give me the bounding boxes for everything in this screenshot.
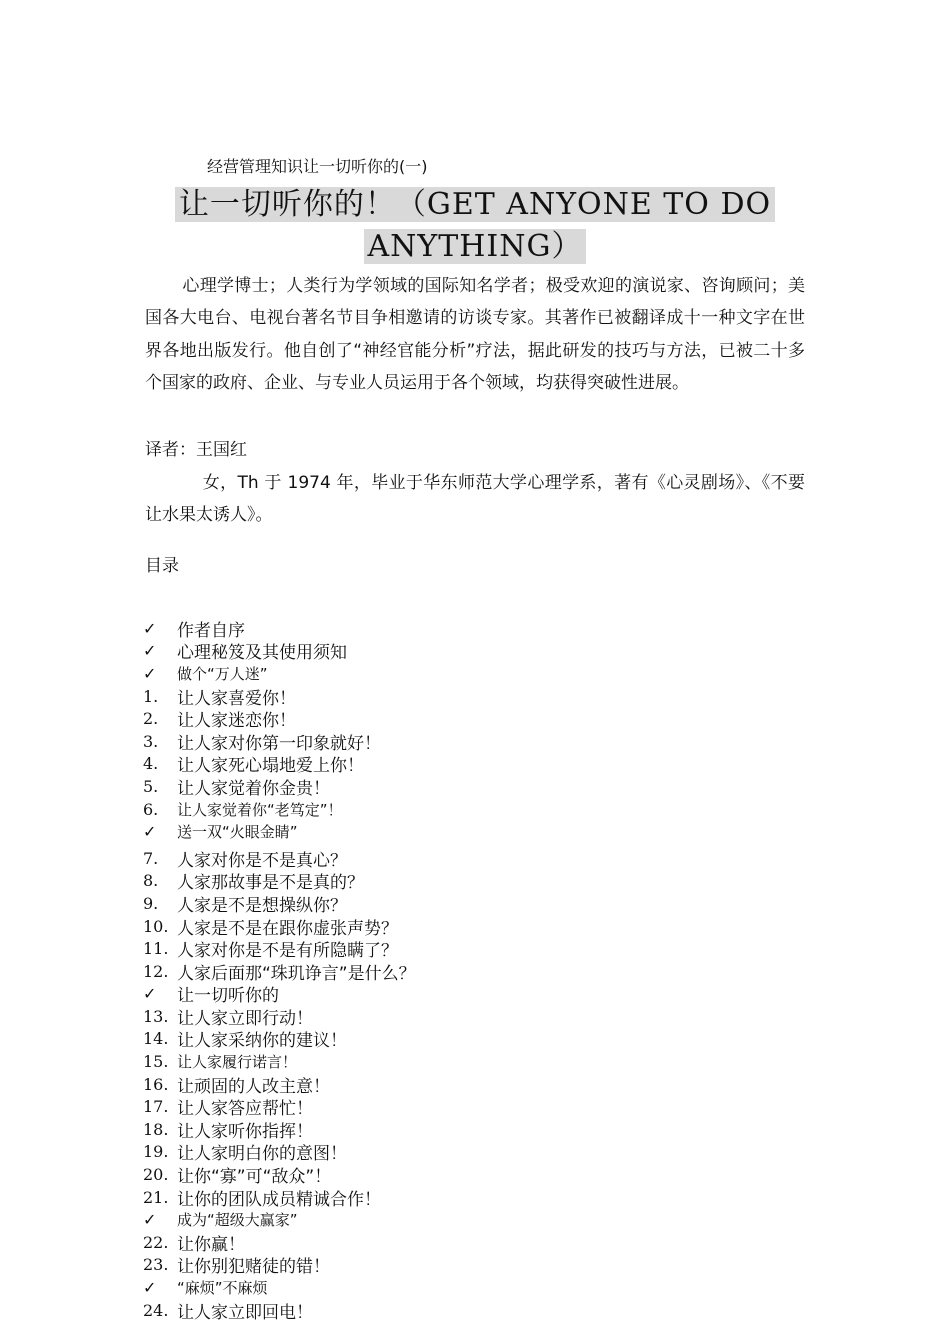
toc-item [143,1141,743,1164]
checkmark-icon: ✓ [143,822,157,842]
toc-item-label: 人家对你是不是有所隐瞒了？ [177,941,398,962]
toc-item [143,1186,743,1209]
toc-item [143,1073,743,1096]
toc-item [143,1118,743,1141]
toc-item-label: 送一双“火眼金睛” [177,823,298,842]
toc-item [143,730,743,753]
toc-item [143,1163,743,1186]
toc-item [143,847,743,870]
toc-item-number: 13. [143,1006,169,1026]
toc-item [143,892,743,915]
toc-item-label: 让人家喜爱你！ [177,688,296,709]
toc-item-number: 24. [143,1300,169,1320]
toc-item [143,870,743,893]
translator-bio: 女，Th 于 1974 年，毕业于华东师范大学心理学系，著有《心灵剧场》、《不要让水果太诱人》。 [145,473,805,526]
toc-item-label: 让人家立即行动！ [177,1008,313,1029]
toc-item-number: 4. [143,754,159,774]
toc-item [143,820,743,843]
toc-item-label: 让人家采纳你的建议！ [177,1031,347,1052]
toc-item [143,960,743,983]
toc-item-label: 作者自序 [177,620,245,641]
toc-item [143,983,743,1006]
toc-item-label: 让人家觉着你“老笃定”！ [177,800,343,819]
toc-item-number: 19. [143,1142,169,1162]
checkmark-icon: ✓ [143,663,157,683]
toc-item-number: 23. [143,1255,169,1275]
toc-item-number: 6. [143,799,159,819]
toc-item-number: 11. [143,939,169,959]
toc-item-number: 3. [143,731,159,751]
toc-item-label: 让人家履行诺言！ [177,1053,298,1072]
toc-title: 目录 [145,556,179,576]
checkmark-icon: ✓ [143,1278,157,1298]
toc-item-number: 9. [143,893,159,913]
author-introduction: 心理学博士；人类行为学领域的国际知名学者；极受欢迎的演说家、咨询顾问；美国各大电台、电视台著名节目争相邀请的访谈专家。其著作已被翻译成十一种文字在世界各地出版发行。他自创了“神经官能分析”疗法，据此研发的技巧与方法，已被二十多个国家的政府、企业、与专业人员运用于各个领域，均获得突破性进展。 [145,276,805,394]
toc-item-label: 人家对你是不是真心？ [177,850,347,871]
toc-item [143,1231,743,1254]
translator-label: 译者：王国红 [145,440,247,460]
toc-item [143,798,743,821]
toc-item-number: 12. [143,961,169,981]
toc-item-number: 22. [143,1232,169,1252]
toc-item-label: 让人家对你第一印象就好！ [177,733,381,754]
toc-item-number: 2. [143,709,159,729]
table-of-contents [143,617,743,1321]
toc-item [143,753,743,776]
toc-item [143,685,743,708]
toc-item-label: 人家后面那“珠玑诤言”是什么？ [177,963,416,984]
toc-item-number: 17. [143,1097,169,1117]
toc-item [143,1299,743,1322]
toc-item-number: 15. [143,1052,169,1072]
toc-item-label: 人家是不是想操纵你？ [177,895,347,916]
toc-item-label: 让顽固的人改主意！ [177,1076,330,1097]
toc-item [143,775,743,798]
toc-item-number: 5. [143,776,159,796]
toc-item [143,662,743,685]
toc-item-number: 21. [143,1187,169,1207]
toc-item [143,915,743,938]
toc-item-label: 让人家答应帮忙！ [177,1099,313,1120]
toc-item-label: 让人家觉着你金贵！ [177,778,330,799]
toc-item-label: 人家那故事是不是真的？ [177,873,364,894]
checkmark-icon: ✓ [143,1210,157,1230]
document-header: 经营管理知识让一切听你的(一) [207,157,428,176]
checkmark-icon: ✓ [143,618,157,638]
toc-item [143,1028,743,1051]
toc-item-label: 让你赢！ [177,1234,245,1255]
toc-item [143,1095,743,1118]
toc-item [143,1276,743,1299]
toc-item [143,617,743,640]
toc-item-number: 16. [143,1074,169,1094]
toc-item-label: 心理秘笈及其使用须知 [177,643,347,664]
toc-item-label: 让人家听你指挥！ [177,1121,313,1142]
toc-item-label: 成为“超级大赢家” [177,1211,298,1230]
toc-item-label: 让你别犯赌徒的错！ [177,1257,330,1278]
toc-item-label: 让一切听你的 [177,986,279,1007]
toc-item-label: 让人家明白你的意图！ [177,1144,347,1165]
toc-item-label: 人家是不是在跟你虚张声势？ [177,918,398,939]
checkmark-icon: ✓ [143,641,157,661]
toc-item-number: 10. [143,916,169,936]
toc-item [143,1208,743,1231]
toc-item [143,1254,743,1277]
toc-item-number: 20. [143,1165,169,1185]
toc-item-number: 18. [143,1119,169,1139]
toc-item-label: “麻烦”不麻烦 [177,1279,268,1298]
toc-item [143,1050,743,1073]
toc-item-label: 让人家死心塌地爱上你！ [177,756,364,777]
toc-item-number: 7. [143,848,159,868]
toc-item-label: 让你的团队成员精诚合作！ [177,1189,381,1210]
toc-item [143,937,743,960]
toc-item-label: 让人家立即回电！ [177,1302,313,1323]
toc-item-number: 14. [143,1029,169,1049]
toc-item-label: 做个“万人迷” [177,664,268,683]
toc-item-label: 让人家迷恋你！ [177,711,296,732]
toc-item-label: 让你“寡”可“敌众”！ [177,1167,332,1188]
document-title-text: 让一切听你的！（GET ANYONE TO DO ANYTHING） [175,187,775,264]
toc-item [143,640,743,663]
document-title [145,184,805,268]
toc-item-number: 8. [143,871,159,891]
toc-item [143,707,743,730]
toc-item [143,1005,743,1028]
checkmark-icon: ✓ [143,984,157,1004]
toc-item-number: 1. [143,686,159,706]
